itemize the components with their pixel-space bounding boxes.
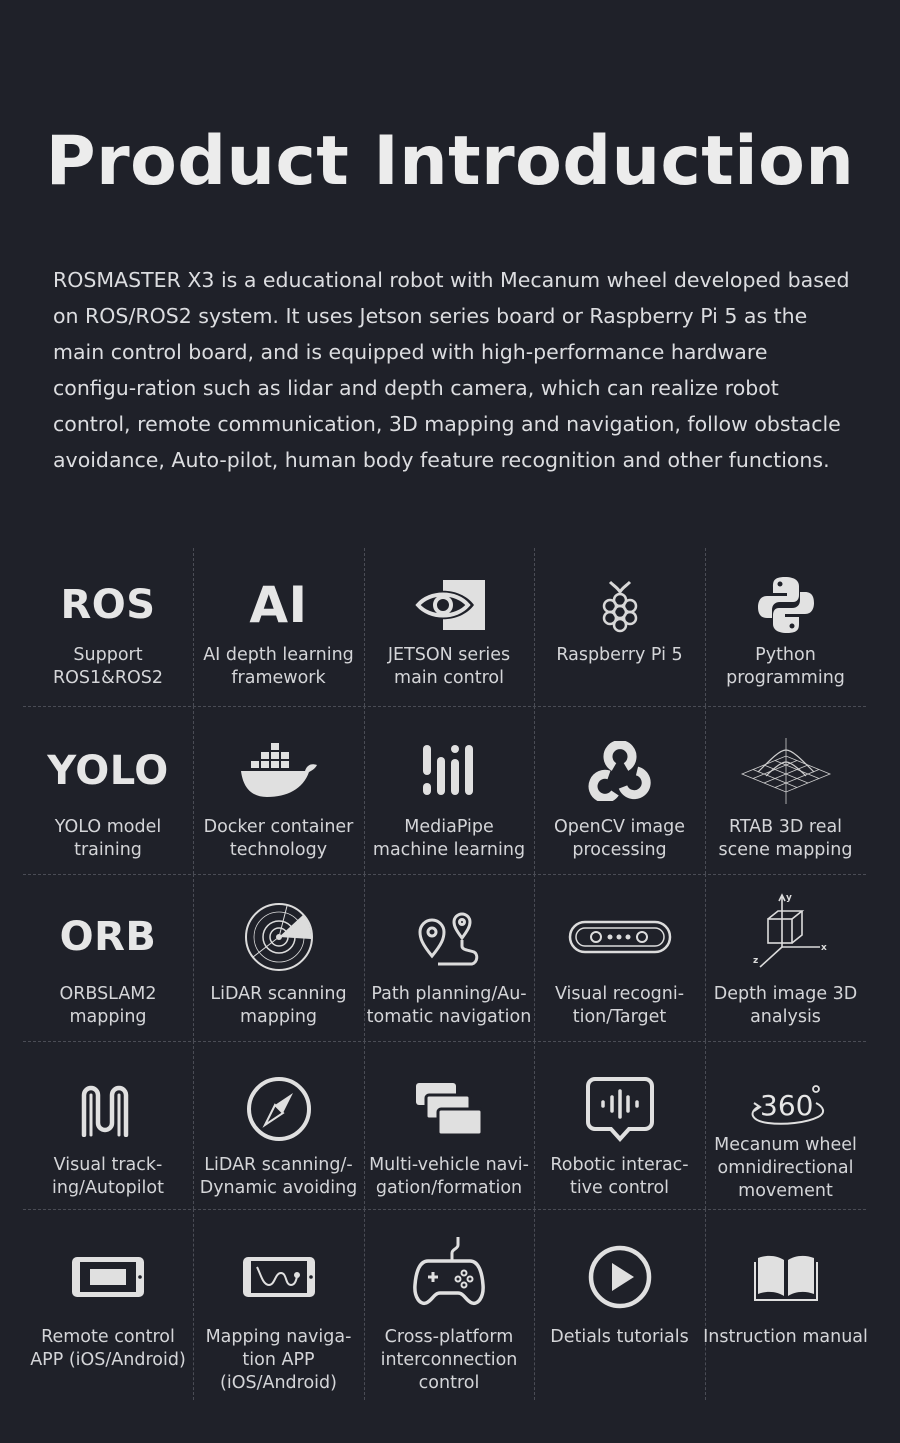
feature-label: JETSON series main control (387, 645, 511, 688)
feature-label: Robotic interac- tive control (550, 1155, 689, 1198)
feature-cell (534, 874, 706, 1041)
feature-label: MediaPipe machine learning (372, 817, 526, 860)
page-title: Product Introduction (45, 122, 855, 201)
feature-label: RTAB 3D real scene mapping (718, 817, 853, 860)
play-circle-icon (587, 1244, 653, 1310)
svg-text:360: 360 (759, 1089, 813, 1122)
feature-cell (364, 706, 535, 874)
nvidia-eye-icon (410, 578, 488, 632)
compass-icon (245, 1075, 313, 1143)
feature-cell (534, 548, 706, 706)
feature-cell (534, 1209, 706, 1400)
feature-label: Depth image 3D analysis (713, 984, 858, 1027)
rotate-360-icon (744, 1081, 828, 1127)
feature-label: YOLO model training (54, 817, 162, 860)
feature-cell (364, 1041, 535, 1209)
opencv-icon (587, 741, 653, 801)
lidar-scan-icon (243, 901, 315, 973)
feature-cell (193, 1041, 365, 1209)
feature-cell (193, 874, 365, 1041)
feature-label: Visual recogni- tion/Target (554, 984, 685, 1027)
feature-label: Remote control APP (iOS/Android) (30, 1327, 186, 1370)
feature-label: Visual track- ing/Autopilot (52, 1155, 164, 1198)
feature-label: Mapping naviga- tion APP (iOS/Android) (205, 1327, 352, 1393)
book-icon (754, 1252, 818, 1302)
feature-cell (534, 706, 706, 874)
intro-paragraph: ROSMASTER X3 is a educational robot with Mecanum wheel developed based on ROS/ROS2 system. It uses Jetson series board or Raspberry Pi 5 as the main control board, and is equipped with high-performance hardware configu-ration such as lidar and depth camera, which can realize robot control, remote communication, 3D mapping and navigation, follow obstacle avoidance, Auto-pilot, human body feature recognition and other functions. (53, 268, 850, 472)
feature-label: Path planning/Au- tomatic navigation (366, 984, 532, 1027)
feature-label: ORBSLAM2 mapping (59, 984, 157, 1027)
yolo-text-icon: YOLO (47, 748, 169, 794)
feature-row (23, 1041, 866, 1210)
feature-cell (193, 706, 365, 874)
feature-label: Detials tutorials (550, 1327, 689, 1347)
feature-cell (705, 706, 866, 874)
svg-text:y: y (785, 893, 792, 903)
feature-cell (23, 1041, 194, 1209)
orb-text-icon: ORB (59, 914, 157, 960)
feature-row (23, 874, 866, 1042)
feature-row (23, 1209, 866, 1400)
feature-cell (705, 1041, 866, 1209)
3d-axes-cube-icon (744, 891, 828, 971)
svg-text:x: x (820, 943, 827, 953)
ai-text-icon: AI (249, 576, 308, 634)
feature-cell (364, 1209, 535, 1400)
feature-cell (23, 874, 194, 1041)
feature-row (23, 706, 866, 875)
ros-text-icon: ROS (60, 582, 156, 628)
feature-label: Cross-platform interconnection control (380, 1327, 518, 1393)
feature-cell (364, 548, 535, 706)
feature-label: Instruction manual (703, 1327, 868, 1347)
feature-label: Docker container technology (203, 817, 354, 860)
3d-mesh-icon (738, 736, 834, 806)
phone-app-icon (70, 1255, 146, 1299)
svg-text:z: z (752, 956, 758, 966)
phone-map-icon (241, 1255, 317, 1299)
feature-label: LiDAR scanning mapping (210, 984, 347, 1027)
feature-cell (705, 548, 866, 706)
feature-grid (23, 548, 866, 1400)
gamepad-icon (412, 1235, 486, 1309)
feature-cell (705, 874, 866, 1041)
feature-cell (23, 548, 194, 706)
feature-cell (23, 706, 194, 874)
raspberry-icon (598, 576, 642, 634)
feature-label: Python programming (726, 645, 845, 688)
feature-label: AI depth learning framework (203, 645, 354, 688)
depth-camera-icon (568, 919, 672, 955)
voice-chat-icon (585, 1076, 655, 1142)
feature-cell (193, 1209, 365, 1400)
feature-label: OpenCV image processing (553, 817, 685, 860)
map-pin-route-icon (416, 906, 482, 968)
stacked-cards-icon (414, 1081, 484, 1137)
mediapipe-icon (421, 743, 477, 799)
feature-label: Mecanum wheel omnidirectional movement (714, 1135, 857, 1201)
feature-cell (23, 1209, 194, 1400)
docker-whale-icon (239, 741, 319, 801)
track-line-icon (80, 1081, 136, 1137)
feature-label: LiDAR scanning/- Dynamic avoiding (199, 1155, 358, 1198)
feature-label: Raspberry Pi 5 (556, 645, 683, 665)
feature-cell (534, 1041, 706, 1209)
feature-label: Support ROS1&ROS2 (53, 645, 163, 688)
python-icon (755, 574, 817, 636)
feature-row (23, 548, 866, 707)
feature-cell (364, 874, 535, 1041)
feature-cell (705, 1209, 866, 1400)
feature-cell (193, 548, 365, 706)
feature-label: Multi-vehicle navi- gation/formation (369, 1155, 529, 1198)
